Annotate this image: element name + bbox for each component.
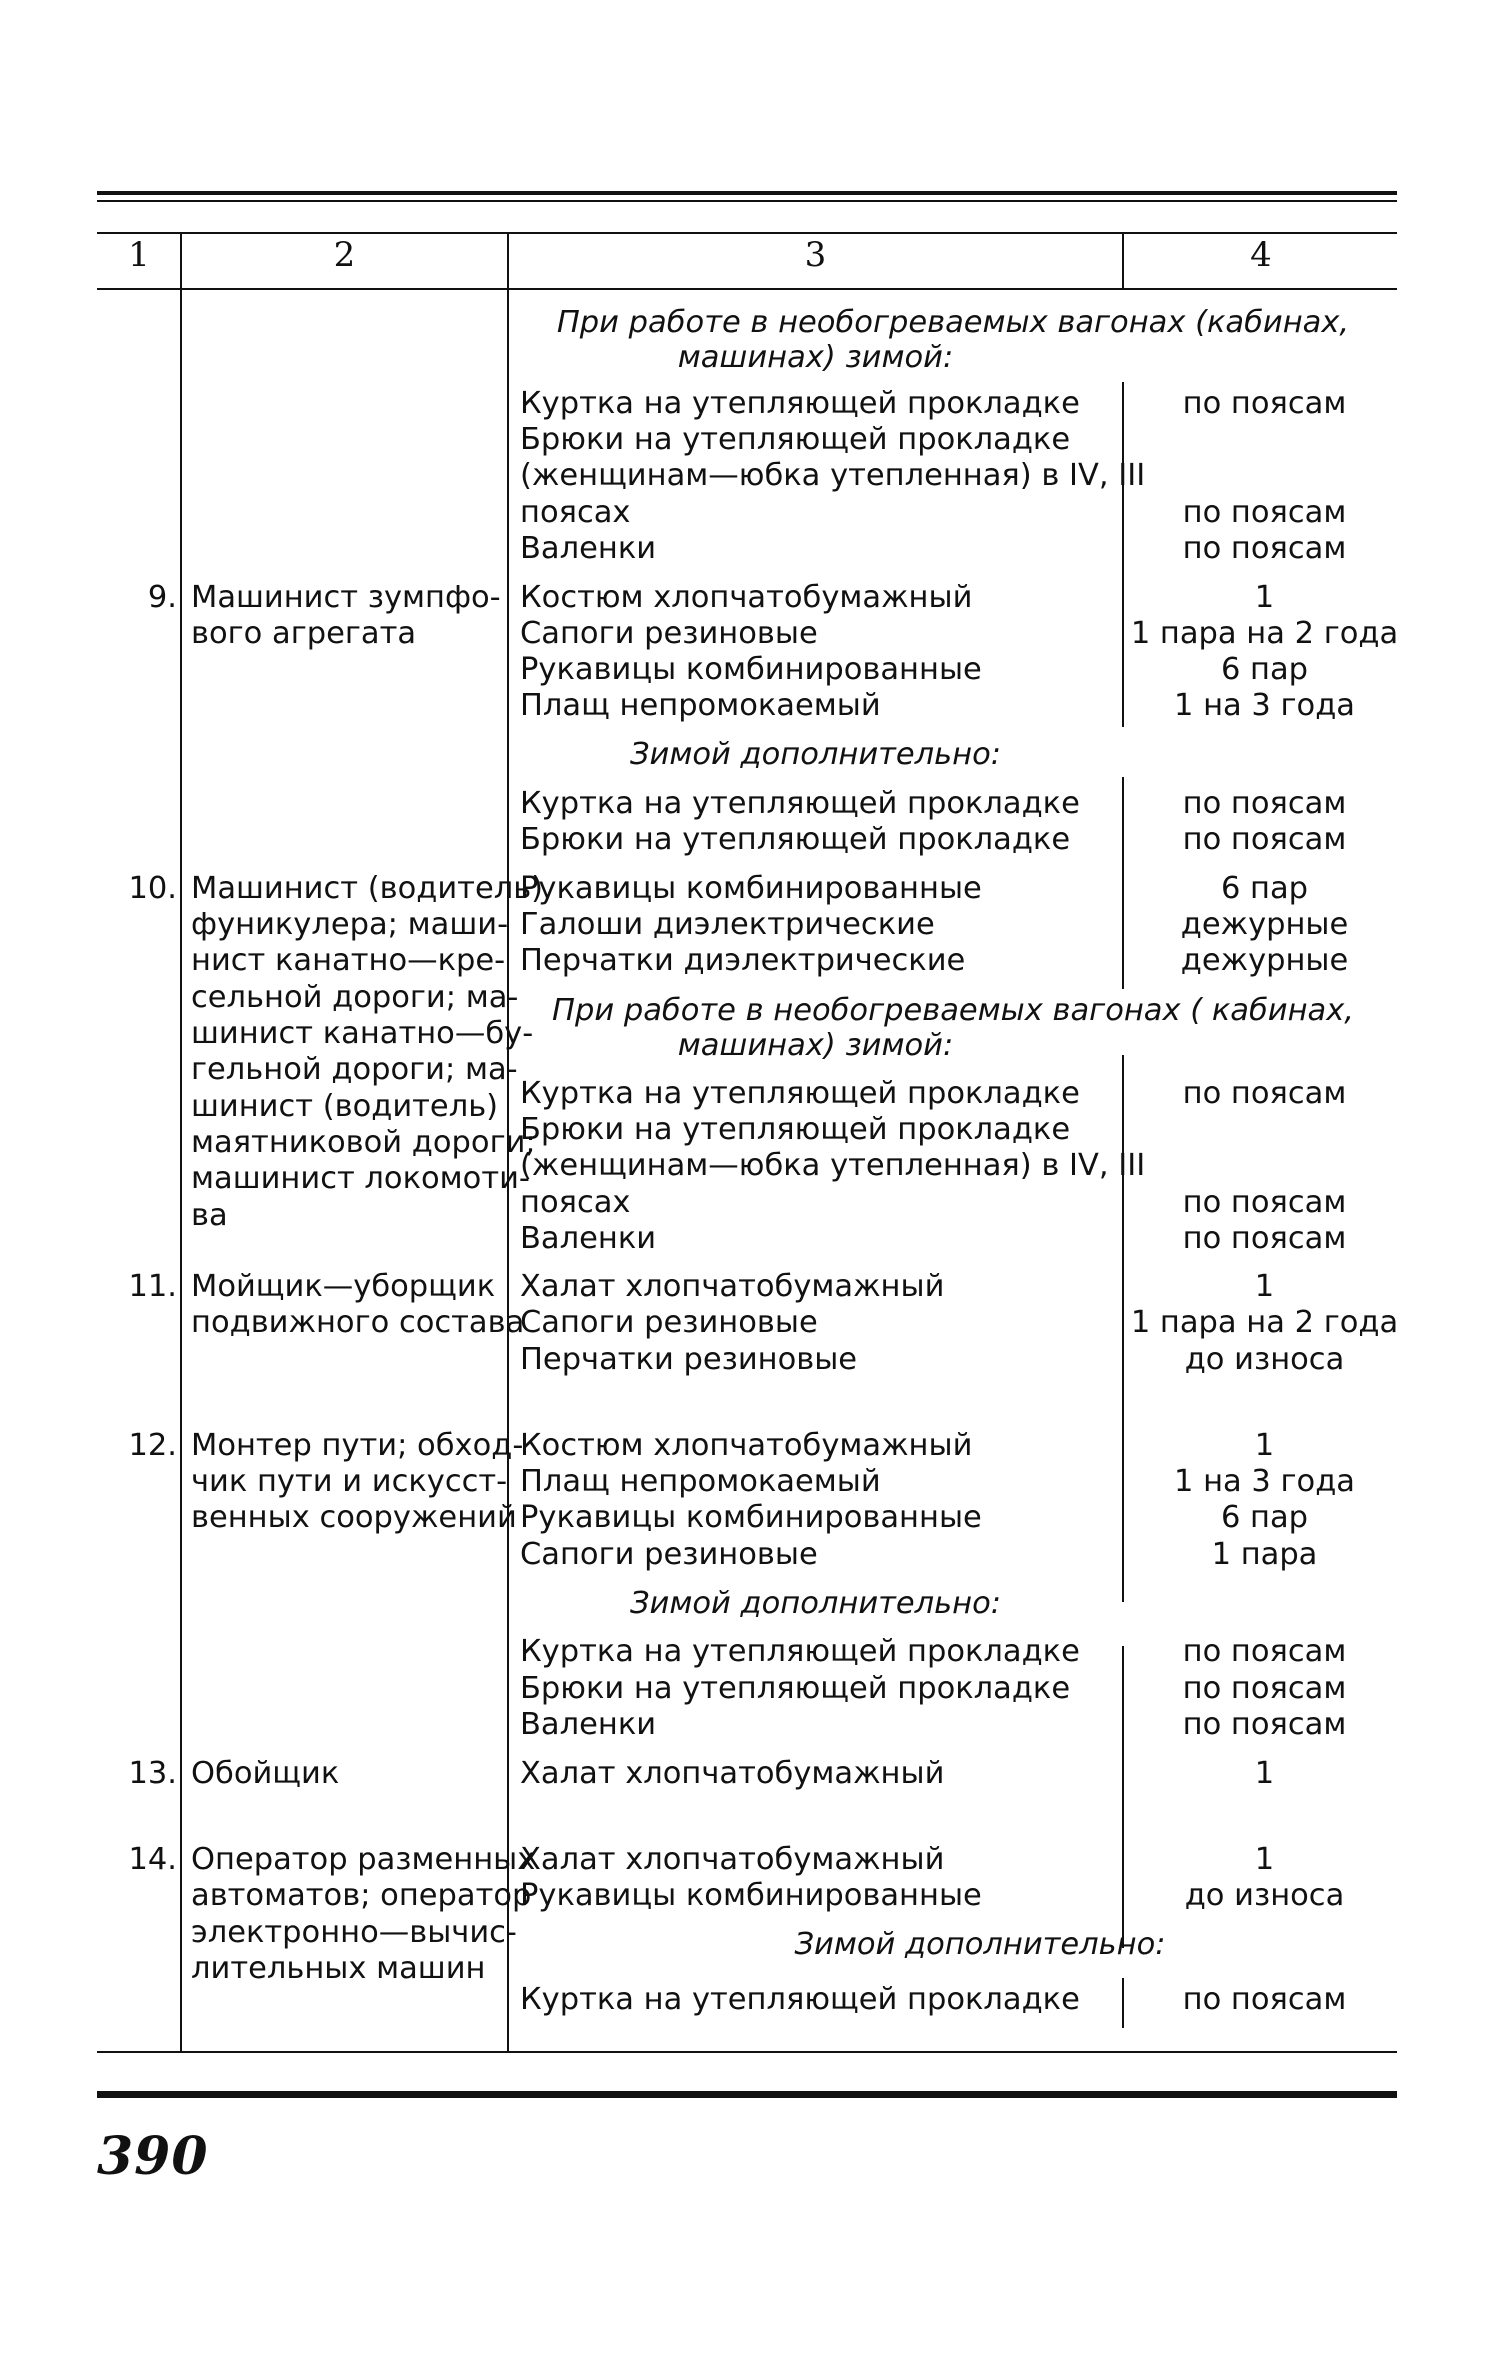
item: Перчатки резиновые	[520, 1342, 858, 1377]
item: Брюки на утепляющей прокладке	[520, 1112, 1071, 1147]
top-rule-thin	[97, 200, 1397, 202]
value: по поясам	[1182, 1707, 1347, 1742]
profession: электронно—вычис-	[191, 1915, 517, 1950]
value: по поясам	[1182, 495, 1347, 530]
item: Халат хлопчатобумажный	[520, 1756, 945, 1791]
item: Халат хлопчатобумажный	[520, 1269, 945, 1304]
item: Рукавицы комбинированные	[520, 871, 982, 906]
value: по поясам	[1182, 1634, 1347, 1669]
value: 1 пара на 2 года	[1130, 616, 1399, 651]
item: Костюм хлопчатобумажный	[520, 580, 973, 615]
row-number: 10.	[128, 871, 177, 906]
value: до износа	[1184, 1342, 1345, 1377]
profession: Мойщик—уборщик	[191, 1269, 496, 1304]
value: по поясам	[1182, 531, 1347, 566]
header-rule-top	[97, 232, 1397, 234]
top-rule-thick	[97, 191, 1397, 195]
profession: шинист канатно—бу-	[191, 1016, 534, 1051]
value: по поясам	[1182, 1671, 1347, 1706]
item: Валенки	[520, 1221, 657, 1256]
profession: лительных машин	[191, 1951, 486, 1986]
col-line-1	[180, 232, 182, 2052]
value: 6 пар	[1220, 871, 1309, 906]
value: по поясам	[1182, 1221, 1347, 1256]
table-bottom-rule	[97, 2051, 1397, 2053]
value: 1 пара на 2 года	[1130, 1305, 1399, 1340]
header-col-1: 1	[128, 235, 150, 275]
item: Перчатки диэлектрические	[520, 943, 966, 978]
profession: Машинист зумпфо-	[191, 580, 501, 615]
item: Брюки на утепляющей прокладке	[520, 422, 1071, 457]
winter-title: Зимой дополнительно:	[794, 1927, 1166, 1962]
profession: Монтер пути; обход-	[191, 1428, 524, 1463]
value: 1 на 3 года	[1174, 688, 1355, 723]
cold-title-2: машинах) зимой:	[677, 1028, 954, 1063]
item: Брюки на утепляющей прокладке	[520, 822, 1071, 857]
item: (женщинам—юбка утепленная) в IV, III	[520, 1148, 1146, 1183]
profession: маятниковой дороги;	[191, 1125, 536, 1160]
item: Сапоги резиновые	[520, 1537, 818, 1572]
value: 6 пар	[1220, 1500, 1309, 1535]
profession: машинист локомоти-	[191, 1161, 530, 1196]
item: Сапоги резиновые	[520, 1305, 818, 1340]
profession: автоматов; оператор	[191, 1878, 532, 1913]
profession: Обойщик	[191, 1756, 340, 1791]
value: по поясам	[1182, 1982, 1347, 2017]
item: Плащ непромокаемый	[520, 1464, 881, 1499]
value: дежурные	[1180, 943, 1349, 978]
value: 1	[1254, 580, 1275, 615]
profession: подвижного состава	[191, 1305, 525, 1340]
profession: Оператор разменных	[191, 1842, 536, 1877]
value: по поясам	[1182, 822, 1347, 857]
item: Брюки на утепляющей прокладке	[520, 1671, 1071, 1706]
top-section-title-1: При работе в необогреваемых вагонах (кабинах,	[556, 305, 1350, 340]
item: Рукавицы комбинированные	[520, 1500, 982, 1535]
profession: чик пути и искусст-	[191, 1464, 508, 1499]
value: дежурные	[1180, 907, 1349, 942]
value: по поясам	[1182, 386, 1347, 421]
winter-title: Зимой дополнительно:	[629, 1586, 1002, 1621]
item: Куртка на утепляющей прокладке	[520, 1076, 1080, 1111]
value: 6 пар	[1220, 652, 1309, 687]
profession: фуникулера; маши-	[191, 907, 509, 942]
value: по поясам	[1182, 1076, 1347, 1111]
item: Костюм хлопчатобумажный	[520, 1428, 973, 1463]
item: (женщинам—юбка утепленная) в IV, III	[520, 458, 1146, 493]
item: Сапоги резиновые	[520, 616, 818, 651]
value: по поясам	[1182, 786, 1347, 821]
profession: шинист (водитель)	[191, 1089, 499, 1124]
profession: нист канатно—кре-	[191, 943, 506, 978]
page-number: 390	[97, 2126, 209, 2187]
value: 1	[1254, 1756, 1275, 1791]
row-number: 11.	[128, 1269, 177, 1304]
item: Куртка на утепляющей прокладке	[520, 786, 1080, 821]
header-col-4: 4	[1250, 235, 1272, 275]
profession: Машинист (водитель)	[191, 871, 544, 906]
item: Куртка на утепляющей прокладке	[520, 1634, 1080, 1669]
footer-rule	[97, 2091, 1397, 2098]
header-col-3: 3	[804, 235, 827, 275]
item: Плащ непромокаемый	[520, 688, 881, 723]
item: Куртка на утепляющей прокладке	[520, 1982, 1080, 2017]
value: по поясам	[1182, 1185, 1347, 1220]
profession: ва	[191, 1198, 228, 1233]
profession: венных сооружений	[191, 1500, 517, 1535]
row-number: 12.	[128, 1428, 177, 1463]
value: 1	[1254, 1269, 1275, 1304]
item: Рукавицы комбинированные	[520, 1878, 982, 1913]
header-rule-bottom	[97, 288, 1397, 290]
profession: сельной дороги; ма-	[191, 980, 519, 1015]
top-section-title-2: машинах) зимой:	[677, 340, 954, 375]
item: поясах	[520, 495, 631, 530]
item: поясах	[520, 1185, 631, 1220]
value: 1	[1254, 1842, 1275, 1877]
value: 1 на 3 года	[1174, 1464, 1355, 1499]
row-number: 9.	[147, 580, 177, 615]
item: Халат хлопчатобумажный	[520, 1842, 945, 1877]
item: Валенки	[520, 531, 657, 566]
item: Галоши диэлектрические	[520, 907, 935, 942]
value: 1	[1254, 1428, 1275, 1463]
value: 1 пара	[1211, 1537, 1318, 1572]
cold-title-1: При работе в необогреваемых вагонах ( кабинах,	[552, 993, 1354, 1028]
item: Куртка на утепляющей прокладке	[520, 386, 1080, 421]
profession: вого агрегата	[191, 616, 417, 651]
item: Валенки	[520, 1707, 657, 1742]
row-number: 13.	[128, 1756, 177, 1791]
winter-title: Зимой дополнительно:	[629, 737, 1002, 772]
row-number: 14.	[128, 1842, 177, 1877]
item: Рукавицы комбинированные	[520, 652, 982, 687]
header-col-2: 2	[333, 235, 356, 275]
profession: гельной дороги; ма-	[191, 1052, 518, 1087]
value: до износа	[1184, 1878, 1345, 1913]
